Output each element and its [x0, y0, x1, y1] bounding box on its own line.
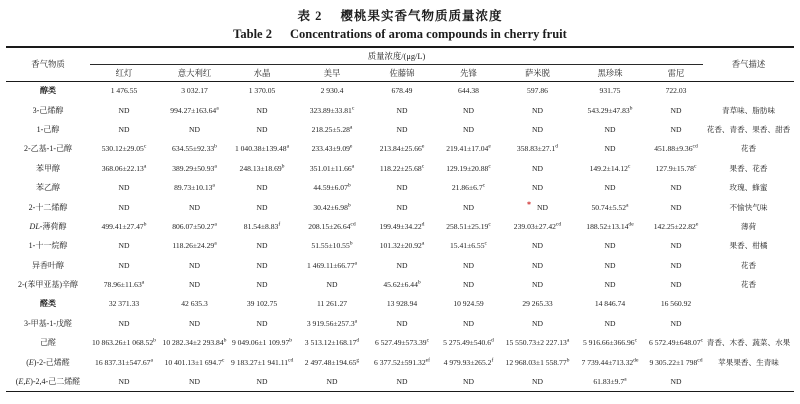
concentration-value-cell: 806.07±50.27$^a$: [172, 221, 217, 231]
concentration-value-cell: 10 282.34±2 293.84$^b$: [162, 337, 227, 348]
concentration-value-cell: 219.41±17.04$^e$: [446, 143, 491, 154]
concentration-value-cell: 258.51±25.19$^c$: [446, 221, 491, 231]
column-header-description: 香气描述: [703, 47, 794, 81]
significance-letter: a: [566, 337, 570, 344]
significance-letter: a: [214, 163, 217, 170]
significance-letter: b: [214, 143, 217, 150]
significance-letter: a: [626, 202, 629, 208]
column-header-cultivar-9: 雷尼: [649, 64, 703, 81]
concentration-value-cell: 9 305.22±1 $798^{cd}$: [649, 357, 703, 367]
concentration-value-cell: 213.84±25.66$^e$: [379, 143, 425, 154]
concentration-value-cell: 218.25±5.28$^a$: [311, 124, 353, 134]
compound-name-part: 3-甲基-1-戊醛: [24, 318, 72, 328]
significance-letter: c: [627, 163, 631, 170]
compound-name-cell: [6, 81, 90, 100]
table-title-cn: [6, 3, 794, 24]
aroma-description-cell: 花香: [740, 144, 757, 154]
significance-letter: c: [634, 337, 638, 344]
aroma-description-cell: 花香: [740, 280, 757, 290]
significance-letter: a: [351, 163, 355, 170]
compound-row: [6, 236, 794, 255]
compound-name-part: 1-己醇: [36, 124, 60, 134]
concentration-value-cell: 51.55±10.55$^b$: [311, 240, 353, 251]
compound-group-row: [6, 294, 794, 313]
concentration-value-cell: 994.27±163.64$^a$: [170, 105, 219, 115]
concentration-value-cell: ND: [118, 318, 130, 328]
compound-name-part: 醇类: [40, 86, 56, 96]
concentration-value-cell: 61.83±9.7$^a$: [593, 376, 627, 386]
significance-letter: a: [354, 318, 358, 325]
concentration-value-cell: 142.25±22.82$^e$: [653, 221, 699, 231]
concentration-value-cell: ND: [118, 202, 130, 212]
concentration-value-cell: 2 930.4: [320, 86, 344, 96]
concentration-value-cell: 208.15±26.64$^{cd}$: [308, 221, 356, 231]
concentration-value-cell: ND: [670, 280, 682, 290]
significance-letter: de: [628, 221, 634, 228]
concentration-value-cell: ND: [189, 376, 200, 386]
significance-letter: c: [426, 337, 430, 344]
significance-letter: b: [349, 240, 353, 247]
compound-name-cell: [6, 217, 90, 236]
compound-name-cell: [6, 275, 90, 294]
concentration-value-cell: 9 183.27±1 941.11$^{cd}$: [231, 357, 294, 367]
concentration-value-cell: 530.12±29.05$^c$: [101, 143, 147, 154]
compound-row: [6, 139, 794, 158]
significance-letter: a: [624, 376, 627, 383]
aroma-concentration-table: [6, 46, 794, 392]
significance-letter: b: [153, 337, 156, 344]
compound-name-cell: [6, 352, 90, 371]
significance-letter: de: [633, 357, 639, 364]
concentration-value-cell: 2 497.48±194.65$^g$: [304, 357, 360, 367]
concentration-value-cell: * ND: [527, 199, 548, 212]
concentration-value-cell: 3 919.56±257.3$^a$: [306, 318, 358, 328]
concentration-value-cell: 101.32±20.92$^a$: [379, 240, 425, 251]
concentration-value-cell: ND: [604, 318, 616, 328]
concentration-value-cell: 6 527.49±573.39$^c$: [374, 337, 430, 348]
compound-name-part: -薄荷醇: [39, 221, 67, 231]
table-caption-cn: 樱桃果实香气物质质量浓度: [340, 9, 503, 23]
aroma-description-cell: [703, 81, 794, 100]
aroma-description-cell: 青草味、脂肪味: [721, 105, 776, 115]
concentration-value-cell: 21.86±6.7$^c$: [451, 182, 486, 193]
compound-name-cell: [6, 197, 90, 216]
concentration-value-cell: 45.62±6.44$^b$: [383, 279, 421, 290]
aroma-description-cell: [703, 314, 794, 333]
compound-name-part: 2-(苯甲亚基)辛醇: [18, 280, 78, 290]
column-header-cultivar-8: 黑珍珠: [571, 64, 649, 81]
table-number-cn: 表 2: [297, 9, 323, 23]
concentration-value-cell: 6 377.52±591.32$^{ef}$: [374, 357, 430, 367]
concentration-value-cell: 32 371.33: [108, 299, 140, 309]
concentration-value-cell: 3 513.12±168.17$^d$: [304, 337, 360, 348]
compound-name-cell: [6, 178, 90, 197]
table-header: [6, 47, 794, 81]
concentration-value-cell: 4 979.93±265.2$^f$: [443, 357, 494, 367]
significance-letter: c: [482, 182, 486, 189]
column-header-cultivar-5: 佐藤锦: [371, 64, 433, 81]
compound-row: [6, 314, 794, 333]
concentration-value-cell: ND: [189, 202, 200, 212]
compound-name-cell: [6, 236, 90, 255]
aroma-description-cell: 玫瑰、蜂蜜: [729, 183, 768, 193]
compound-name-italic-part: E: [28, 357, 34, 367]
concentration-value-cell: ND: [256, 105, 268, 115]
concentration-value-cell: ND: [396, 260, 408, 270]
concentration-value-cell: 7 739.44±713.32de: [581, 357, 639, 367]
compound-row: [6, 100, 794, 119]
significance-letter: c: [488, 221, 491, 228]
compound-name-part: 苯甲醇: [36, 163, 60, 173]
concentration-value-cell: ND: [670, 124, 682, 134]
significance-letter: b: [289, 337, 293, 344]
significance-letter: a: [421, 240, 425, 247]
compound-name-part: )-2-己烯醛: [33, 357, 70, 367]
concentration-value-cell: ND: [670, 105, 682, 115]
concentration-value-cell: ND: [326, 280, 338, 290]
concentration-value-cell: 239.03±27.42$^{cd}$: [513, 221, 562, 231]
column-header-cultivar-3: 水晶: [231, 64, 293, 81]
compound-row: [6, 217, 794, 236]
significance-letter: a: [354, 260, 358, 267]
concentration-value-cell: ND: [189, 280, 200, 290]
concentration-value-cell: ND: [118, 241, 130, 251]
concentration-value-cell: 78.96±11.63$^a$: [103, 279, 145, 290]
concentration-value-cell: 15.41±6.55$^c$: [449, 240, 488, 251]
compound-name-cell: [6, 333, 90, 352]
concentration-value-cell: 118.22±25.68$^c$: [379, 163, 425, 173]
concentration-value-cell: 127.9±15.78$^c$: [655, 163, 697, 173]
compound-row: [6, 159, 794, 178]
aroma-description-cell: 苹果果香、生青味: [718, 357, 779, 367]
concentration-value-cell: 199.49±34.22$^d$: [379, 221, 425, 231]
concentration-value-cell: ND: [256, 318, 268, 328]
significance-letter: e: [421, 143, 425, 150]
concentration-value-cell: ND: [463, 376, 474, 386]
concentration-value-cell: ND: [396, 124, 408, 134]
concentration-value-cell: ND: [604, 280, 616, 290]
concentration-value-cell: 50.74±5.52$^a$: [591, 202, 629, 212]
concentration-value-cell: ND: [256, 280, 268, 290]
significance-letter: ef: [425, 357, 430, 364]
concentration-value-cell: 389.29±50.93$^a$: [172, 163, 217, 173]
column-header-cultivar-1: 红灯: [90, 64, 158, 81]
concentration-value-cell: ND: [670, 183, 682, 193]
compound-name-part: 2-乙基-1-己醇: [24, 144, 72, 154]
cultivar-header-row: [6, 64, 794, 81]
aroma-description-cell: [703, 372, 794, 391]
significance-letter: e: [488, 143, 491, 150]
concentration-value-cell: ND: [463, 202, 474, 212]
concentration-value-cell: ND: [670, 260, 682, 270]
concentration-value-cell: 81.54±8.83$^f$: [243, 221, 281, 231]
concentration-value-cell: ND: [256, 376, 268, 386]
concentration-value-cell: ND: [189, 318, 200, 328]
concentration-value-cell: 16 560.92: [660, 299, 692, 309]
concentration-value-cell: ND: [326, 376, 338, 386]
significance-letter: a: [349, 124, 353, 131]
significance-letter: a: [216, 105, 219, 112]
concentration-value-cell: 351.01±11.66$^a$: [309, 163, 355, 173]
significance-letter: d: [555, 143, 559, 150]
concentration-value-cell: 543.29±47.83$^b$: [587, 105, 633, 115]
concentration-value-cell: 5 275.49±540.6$^d$: [443, 337, 494, 348]
concentration-value-cell: ND: [463, 105, 474, 115]
concentration-value-cell: 16 837.31±547.67$^a$: [95, 357, 153, 367]
significance-letter: f: [278, 221, 281, 228]
concentration-value-cell: 14 846.74: [594, 299, 626, 309]
compound-row: [6, 197, 794, 216]
compound-name-part: )-2,4-己二烯醛: [30, 376, 81, 386]
concentration-value-cell: 15 550.73±2 227.13$^a$: [505, 337, 570, 348]
concentration-value-cell: 358.83±27.1$^d$: [516, 143, 559, 154]
concentration-value-cell: ND: [118, 376, 130, 386]
significance-letter: d: [356, 337, 360, 344]
concentration-value-cell: 597.86: [527, 86, 548, 96]
concentration-value-cell: 44.59±6.07$^b$: [313, 182, 351, 193]
compound-row: [6, 333, 794, 352]
concentration-value-cell: 499.41±27.47$^b$: [101, 221, 147, 231]
concentration-value-cell: ND: [670, 318, 682, 328]
concentration-value-cell: 368.06±22.13$^a$: [101, 163, 147, 173]
concentration-value-cell: ND: [670, 241, 682, 251]
concentration-value-cell: 722.03: [665, 86, 687, 96]
aroma-description-cell: [703, 294, 794, 313]
concentration-value-cell: 644.38: [458, 86, 479, 96]
compound-row: [6, 178, 794, 197]
concentration-value-cell: 6 572.49±648.07$^c$: [649, 337, 704, 348]
concentration-value-cell: 451.88±9.36$^{cd}$: [654, 143, 698, 154]
significance-letter: e: [349, 143, 353, 150]
significance-letter: a: [212, 182, 215, 189]
significance-asterisk: *: [527, 199, 532, 209]
concentration-value-cell: ND: [118, 124, 130, 134]
concentration-value-cell: 1 370.05: [248, 86, 276, 96]
compound-name-part: (: [26, 357, 29, 367]
concentration-value-cell: 188.52±13.14de: [586, 221, 634, 231]
compound-name-part: 2-十二烯醇: [28, 202, 68, 212]
significance-letter: b: [143, 221, 147, 228]
table-body: [6, 81, 794, 391]
concentration-value-cell: ND: [604, 241, 616, 251]
column-header-cultivar-7: 萨米脱: [504, 64, 571, 81]
significance-letter: b: [347, 182, 351, 189]
compound-name-cell: [6, 120, 90, 139]
concentration-value-cell: ND: [256, 124, 268, 134]
concentration-value-cell: 118.26±24.29$^a$: [172, 240, 217, 251]
concentration-value-cell: 89.73±10.13$^a$: [174, 182, 215, 193]
significance-letter: cd: [555, 221, 562, 228]
concentration-value-cell: ND: [118, 260, 130, 270]
significance-letter: c: [700, 337, 704, 344]
concentration-value-cell: 129.19±20.88$^c$: [446, 163, 491, 173]
significance-letter: d: [491, 337, 494, 344]
concentration-value-cell: 3 032.17: [181, 86, 208, 96]
column-header-compound: 香气物质: [6, 47, 90, 81]
compound-name-cell: [6, 100, 90, 119]
aroma-description-cell: 花香、青香、果香、甜香: [706, 124, 791, 134]
concentration-value-cell: ND: [396, 318, 408, 328]
significance-letter: b: [347, 202, 351, 208]
concentration-value-cell: ND: [532, 280, 543, 290]
significance-letter: a: [214, 221, 217, 228]
concentration-value-cell: 30.42±6.98$^b$: [313, 202, 351, 212]
table-title-en: [6, 24, 794, 46]
aroma-description-cell: 不愉快气味: [729, 202, 768, 212]
concentration-value-cell: ND: [256, 260, 268, 270]
concentration-value-cell: ND: [118, 183, 130, 193]
compound-name-part: 醛类: [40, 299, 56, 309]
compound-name-cell: [6, 372, 90, 391]
concentration-value-cell: ND: [532, 124, 543, 134]
compound-row: [6, 256, 794, 275]
concentration-value-cell: 931.75: [599, 86, 621, 96]
compound-name-part: 1-十一烷醇: [28, 241, 68, 251]
compound-group-row: [6, 81, 794, 100]
concentration-value-cell: ND: [256, 183, 268, 193]
aroma-description-cell: 薄荷: [740, 221, 757, 231]
concentration-value-cell: ND: [532, 376, 543, 386]
concentration-value-cell: 634.55±92.33$^b$: [172, 143, 217, 154]
compound-row: [6, 275, 794, 294]
table-caption-en: Concentrations of aroma compounds in cherry fruit: [289, 27, 567, 41]
significance-letter: a: [214, 240, 217, 247]
significance-letter: b: [417, 279, 421, 286]
compound-row: [6, 120, 794, 139]
concentration-value-cell: 29 265.33: [522, 299, 553, 309]
compound-name-part: 3-己烯醇: [32, 105, 64, 115]
aroma-description-cell: 果香、柑橘: [729, 241, 768, 251]
column-header-cultivar-4: 美早: [293, 64, 371, 81]
significance-letter: a: [150, 357, 153, 364]
significance-letter: c: [221, 357, 225, 364]
significance-letter: b: [629, 105, 633, 112]
concentration-value-cell: ND: [256, 241, 268, 251]
concentration-value-cell: ND: [532, 105, 543, 115]
aroma-description-cell: 果香、花香: [729, 163, 768, 173]
significance-letter: c: [351, 105, 355, 112]
concentration-value-cell: 1 040.38±139.48$^a$: [234, 143, 290, 154]
concentration-value-cell: 13 928.94: [386, 299, 418, 309]
concentration-value-cell: ND: [396, 376, 408, 386]
compound-name-part: 己醛: [40, 338, 56, 348]
concentration-value-cell: 42 635.3: [181, 299, 208, 309]
significance-letter: cd: [350, 221, 356, 228]
significance-letter: b: [566, 357, 570, 364]
concentration-value-cell: ND: [189, 124, 200, 134]
concentration-value-cell: ND: [532, 318, 543, 328]
concentration-value-cell: 10 863.26±1 068.52$^b$: [92, 337, 156, 348]
concentration-value-cell: ND: [532, 183, 543, 193]
concentration-value-cell: ND: [532, 260, 543, 270]
concentration-value-cell: ND: [604, 183, 616, 193]
concentration-value-cell: 12 968.03±1 558.77$^b$: [505, 357, 570, 367]
significance-letter: a: [286, 143, 290, 150]
compound-name-italic-part: DL: [29, 221, 40, 231]
significance-letter: c: [693, 163, 697, 170]
compound-name-cell: [6, 256, 90, 275]
concentration-value-cell: 678.49: [391, 86, 413, 96]
concentration-value-cell: ND: [532, 241, 543, 251]
compound-row: [6, 372, 794, 391]
compound-name-italic-part: E,E: [18, 376, 31, 386]
concentration-value-cell: ND: [463, 260, 474, 270]
significance-letter: a: [141, 279, 145, 286]
concentration-value-cell: 9 049.06±1 109.97$^b$: [231, 337, 293, 348]
header-span-row: [6, 47, 794, 64]
significance-letter: b: [223, 337, 227, 344]
significance-letter: c: [488, 163, 491, 170]
concentration-value-cell: ND: [463, 124, 474, 134]
significance-letter: cd: [288, 357, 294, 364]
concentration-value-cell: 10 924.59: [453, 299, 484, 309]
significance-letter: d: [421, 221, 425, 228]
concentration-value-cell: ND: [396, 183, 408, 193]
concentration-value-cell: ND: [463, 280, 474, 290]
compound-name-cell: [6, 159, 90, 178]
aroma-description-cell: 青香、木香、蔬菜、水果: [706, 338, 791, 348]
compound-name-part: (: [15, 376, 19, 386]
concentration-value-cell: 39 102.75: [246, 299, 278, 309]
concentration-value-cell: ND: [532, 163, 543, 173]
concentration-value-cell: ND: [670, 376, 682, 386]
concentration-value-cell: ND: [118, 105, 130, 115]
concentration-value-cell: 248.13±18.69$^b$: [239, 163, 285, 173]
table-number-en: Table 2: [233, 27, 272, 41]
column-header-cultivar-6: 先锋: [433, 64, 504, 81]
concentration-value-cell: 233.43±9.09$^e$: [311, 143, 353, 154]
significance-letter: f: [491, 357, 494, 364]
significance-letter: cd: [697, 357, 703, 364]
compound-row: [6, 352, 794, 371]
significance-letter: b: [281, 163, 285, 170]
concentration-value-cell: ND: [604, 144, 616, 154]
compound-name-cell: [6, 314, 90, 333]
column-header-cultivar-2: 意大利红: [158, 64, 231, 81]
concentration-value-cell: 1 476.55: [110, 86, 138, 96]
concentration-value-cell: ND: [463, 318, 474, 328]
column-header-concentration-unit: 质量浓度/(μg/L): [90, 47, 703, 64]
concentration-value-cell: ND: [604, 124, 616, 134]
concentration-value-cell: 10 401.13±1 694.7$^c$: [164, 357, 225, 367]
concentration-value-cell: ND: [396, 105, 408, 115]
compound-name-cell: [6, 139, 90, 158]
concentration-value-cell: ND: [396, 202, 408, 212]
concentration-value-cell: ND: [604, 260, 616, 270]
significance-letter: c: [143, 143, 147, 150]
significance-letter: c: [421, 163, 425, 170]
concentration-value-cell: ND: [670, 202, 682, 212]
significance-letter: e: [695, 221, 699, 228]
compound-name-part: 异香叶醇: [32, 260, 64, 270]
concentration-value-cell: 323.89±33.81$^c$: [309, 105, 355, 115]
significance-letter: c: [484, 240, 488, 247]
concentration-value-cell: 1 469.11±66.77$^a$: [306, 260, 358, 270]
compound-name-cell: [6, 294, 90, 313]
concentration-value-cell: ND: [256, 202, 268, 212]
concentration-value-cell: 149.2±14.12$^c$: [589, 163, 631, 173]
significance-letter: cd: [692, 143, 698, 150]
concentration-value-cell: 5 916.66±366.96$^c$: [582, 337, 638, 348]
concentration-value-cell: ND: [189, 260, 200, 270]
significance-letter: g: [356, 357, 360, 364]
concentration-value-cell: 11 261.27: [316, 299, 348, 309]
aroma-description-cell: 花香: [740, 260, 757, 270]
compound-name-part: 苯乙醇: [36, 183, 60, 193]
significance-letter: a: [143, 163, 147, 170]
